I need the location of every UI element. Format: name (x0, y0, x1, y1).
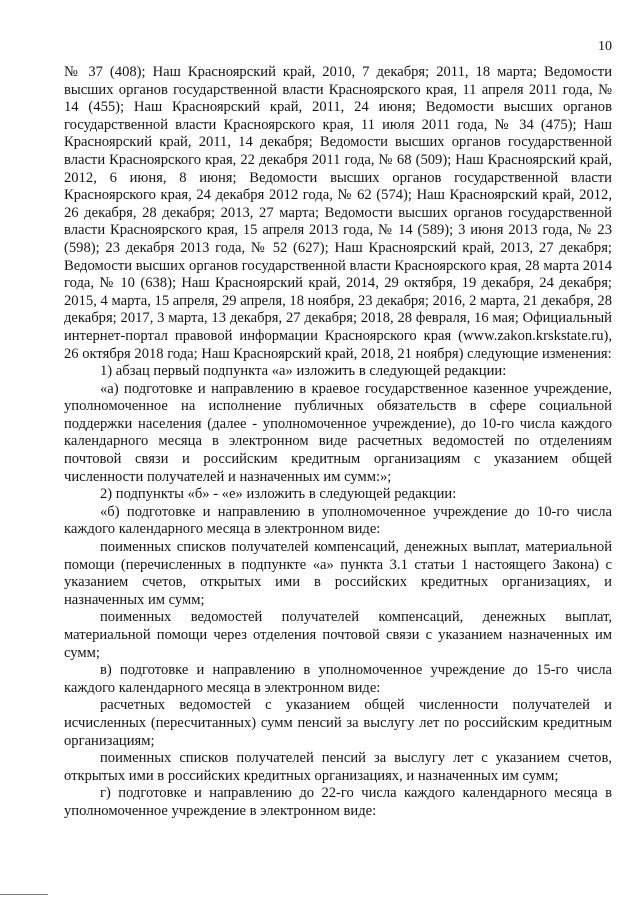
paragraph-subitem-g: г) подготовке и направлению до 22-го числа каждого календарного месяца в уполномоченное учреждение в электронном виде: (64, 785, 612, 819)
document-body (64, 64, 612, 821)
paragraph-item-2: 2) подпункты «б» - «е» изложить в следующей редакции: (100, 486, 457, 503)
paragraph-subitem-b: «б) подготовке и направлению в уполномоченное учреждение до 10-го числа каждого календарного месяца в электронном виде: (64, 503, 612, 538)
paragraph-item-1: 1) абзац первый подпункта «а» изложить в следующей редакции: (100, 363, 507, 380)
page-number: 10 (598, 39, 612, 54)
paragraph-pension-lists: поименных списков получателей пенсий за выслугу лет с указанием счетов, открытых ими в российских кредитных организациях, и назначенных им сумм; (64, 750, 612, 784)
paragraph-calculation-statements: расчетных ведомостей с указанием общей численности получателей и исчисленных (пересчитанных) сумм пенсий за выслугу лет по российским кредитным организациям; (64, 697, 612, 749)
paragraph-named-lists: поименных списков получателей компенсаций, денежных выплат, материальной помощи (перечисленных в подпункте «а» пункта 3.1 статьи 1 настоящего Закона) с указанием счетов, открытых ими в российских кредитных организациях, и назначенных им сумм; (64, 539, 612, 608)
scan-edge-line (0, 894, 48, 895)
paragraph-subitem-a: «а) подготовке и направлению в краевое государственное казенное учреждение, уполномоченное на исполнение публичных обязательств в сфере социальной поддержки населения (далее - уполномоченное учреждение), до 10-го числа каждого календарного месяца в электронном виде расчетных ведомостей по отделениям почтовой связи и российским кредитным организациям с указанием общей численности получателей и назначенных им сумм:»; (64, 380, 612, 485)
paragraph-subitem-v: в) подготовке и направлению в уполномоченное учреждение до 15-го числа каждого календарного месяца в электронном виде: (64, 662, 612, 696)
paragraph-sources-continued: № 37 (408); Наш Красноярский край, 2010, 7 декабря; 2011, 18 марта; Ведомости высших органов государственной власти Красноярского края, 11 апреля 2011 года, № 14 (455); Наш Красноярский край, 2011, 24 июня; Ведомости высших органов государственной власти Красноярского края, 11 июля 2011 года, № 34 (475); Наш Красноярский край, 2011, 14 декабря; Ведомости высших органов государственной власти Красноярского края, 22 декабря 2011 года, № 68 (509); Наш Красноярский край, 2012, 6 июня, 8 июня; Ведомости высших органов государственной власти Красноярского края, 24 декабря 2012 года, № 62 (574); Наш Красноярский край, 2012, 26 декабря, 28 декабря; 2013, 27 марта; Ведомости высших органов государственной власти Красноярского края, 15 апреля 2013 года, № 14 (589); 3 июня 2013 года, № 23 (598); 23 декабря 2013 года, № 52 (627); Наш Красноярский край, 2013, 27 декабря; Ведомости высших органов государственной власти Красноярского края, 28 марта 2014 года, № 10 (638); Наш Красноярский край, 2014, 29 октября, 19 декабря, 24 декабря; 2015, 4 марта, 15 апреля, 29 апреля, 18 ноября, 23 декабря; 2016, 2 марта, 21 декабря, 28 декабря; 2017, 3 марта, 13 декабря, 27 декабря; 2018, 28 февраля, 16 мая; Официальный интернет-портал правовой информации Красноярского края (www.zakon.krskstate.ru), 26 октября 2018 года; Наш Красноярский край, 2018, 21 ноября) следующие изменения: (64, 64, 612, 362)
paragraph-named-statements: поименных ведомостей получателей компенсаций, денежных выплат, материальной помощи через отделения почтовой связи с указанием назначенных им сумм; (64, 609, 612, 661)
